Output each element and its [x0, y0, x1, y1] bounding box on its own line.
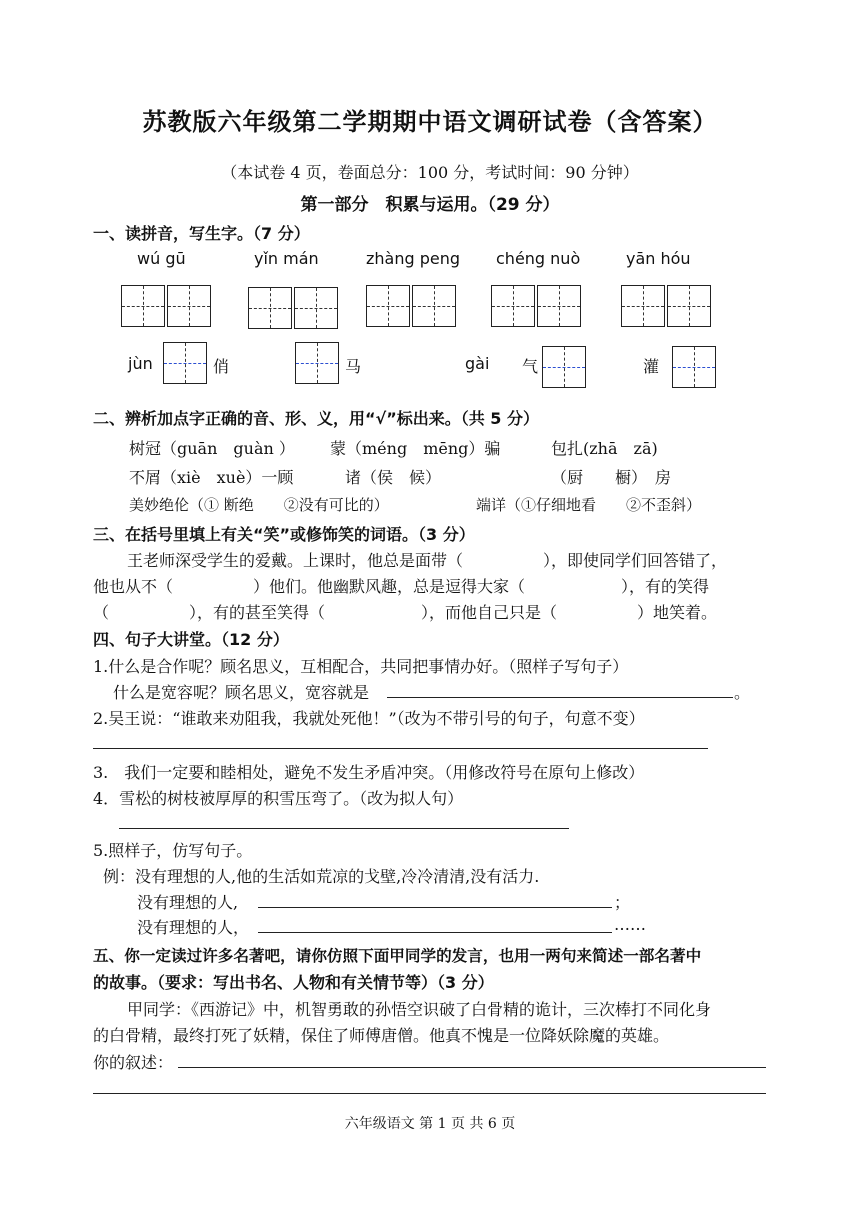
section-5-heading-cont: 的故事。（要求：写出书名、人物和有关情节等）（3 分）	[93, 973, 494, 992]
section-1-heading: 一、读拼音，写生字。（7 分）	[93, 224, 310, 243]
answer-prompt: 没有理想的人,	[137, 893, 239, 912]
writing-grid[interactable]	[248, 287, 292, 329]
writing-grid[interactable]	[294, 287, 338, 329]
writing-grid[interactable]	[672, 346, 716, 388]
page-title: 苏教版六年级第二学期期中语文调研试卷（含答案）	[142, 108, 718, 136]
period: 。	[734, 683, 751, 702]
answer-prompt: 你的叙述：	[93, 1053, 174, 1072]
choice-item[interactable]: 蒙（méng mēng）骗	[330, 439, 501, 458]
choice-item[interactable]: 包扎(zhā zā)	[551, 439, 658, 458]
pinyin-4: chéng nuò	[496, 249, 581, 268]
question-1-prompt: 什么是宽容呢？顾名思义，宽容就是	[113, 683, 370, 702]
writing-grid[interactable]	[537, 285, 581, 327]
pinyin-5: yān hóu	[626, 249, 691, 268]
example-sentence: 例：没有理想的人,他的生活如荒凉的戈壁,冷冷清清,没有活力.	[103, 867, 540, 886]
writing-grid[interactable]	[121, 285, 165, 327]
pinyin-jun: jùn	[128, 354, 153, 373]
writing-grid[interactable]	[295, 342, 339, 384]
question-2: 2.吴王说：“谁敢来劝阻我，我就处死他！”（改为不带引号的句子，句意不变）	[93, 709, 645, 728]
paragraph-line: 甲同学：《西游记》中，机智勇敢的孙悟空识破了白骨精的诡计，三次棒打不同化身	[127, 1000, 712, 1019]
exam-info: （本试卷 4 页，卷面总分：100 分，考试时间：90 分钟）	[221, 163, 639, 182]
ellipsis: ……	[614, 915, 646, 934]
question-4: 4．雪松的树枝被厚厚的积雪压弯了。（改为拟人句）	[93, 789, 464, 808]
answer-line[interactable]	[258, 907, 612, 908]
choice-item[interactable]: 诸（侯 候）	[345, 468, 442, 487]
answer-line[interactable]	[178, 1067, 766, 1068]
question-5: 5.照样子，仿写句子。	[93, 841, 253, 860]
choice-item[interactable]: 端详（①仔细地看 ②不歪斜）	[476, 496, 702, 514]
pinyin-3: zhàng peng	[366, 249, 461, 268]
paragraph-line: （ ），有的甚至笑得（ ），而他自己只是（ ）地笑着。	[93, 603, 718, 622]
char-qiao: 俏	[213, 357, 230, 376]
semicolon: ；	[614, 893, 631, 912]
paragraph-line: 他也从不（ ）他们。他幽默风趣，总是逗得大家（ ），有的笑得	[93, 577, 710, 596]
writing-grid[interactable]	[412, 285, 456, 327]
section-5-heading: 五、你一定读过许多名著吧，请你仿照下面甲同学的发言，也用一两句来简述一部名著中	[93, 947, 702, 965]
char-guan: 灌	[643, 357, 660, 376]
writing-grid[interactable]	[167, 285, 211, 327]
section-3-heading: 三、在括号里填上有关“笑”或修饰笑的词语。（3 分）	[93, 525, 475, 544]
answer-line[interactable]	[387, 697, 733, 698]
answer-line[interactable]	[93, 1093, 766, 1094]
page-footer: 六年级语文 第 1 页 共 6 页	[344, 1116, 516, 1132]
pinyin-1: wú gū	[137, 249, 186, 268]
choice-item[interactable]: 树冠（guān guàn ）	[129, 439, 295, 458]
writing-grid[interactable]	[542, 346, 586, 388]
char-ma: 马	[345, 357, 362, 376]
choice-item[interactable]: 不屑（xiè xuè）一顾	[129, 468, 294, 487]
pinyin-gai: gài	[465, 354, 490, 373]
answer-line[interactable]	[93, 748, 708, 749]
paragraph-line: 的白骨精，最终打死了妖精，保住了师傅唐僧。他真不愧是一位降妖除魔的英雄。	[93, 1026, 670, 1045]
writing-grid[interactable]	[163, 342, 207, 384]
choice-item[interactable]: （厨 橱） 房	[551, 468, 672, 487]
paragraph-line: 王老师深受学生的爱戴。上课时，他总是面带（ ），即使同学们回答错了，	[127, 551, 728, 570]
writing-grid[interactable]	[366, 285, 410, 327]
section-2-heading: 二、辨析加点字正确的音、形、义，用“√”标出来。（共 5 分）	[93, 409, 539, 428]
answer-line[interactable]	[119, 828, 569, 829]
writing-grid[interactable]	[667, 285, 711, 327]
char-qi: 气	[522, 357, 539, 376]
question-3: 3. 我们一定要和睦相处，避免不发生矛盾冲突。（用修改符号在原句上修改）	[93, 763, 645, 782]
answer-line[interactable]	[258, 932, 612, 933]
answer-prompt: 没有理想的人，	[137, 918, 250, 937]
part-heading: 第一部分 积累与运用。（29 分）	[300, 195, 560, 215]
section-4-heading: 四、句子大讲堂。（12 分）	[93, 630, 289, 649]
pinyin-2: yǐn mán	[254, 249, 319, 268]
question-1: 1.什么是合作呢？顾名思义，互相配合，共同把事情办好。（照样子写句子）	[93, 657, 629, 676]
writing-grid[interactable]	[621, 285, 665, 327]
choice-item[interactable]: 美妙绝伦（① 断绝 ②没有可比的）	[129, 496, 389, 514]
writing-grid[interactable]	[491, 285, 535, 327]
